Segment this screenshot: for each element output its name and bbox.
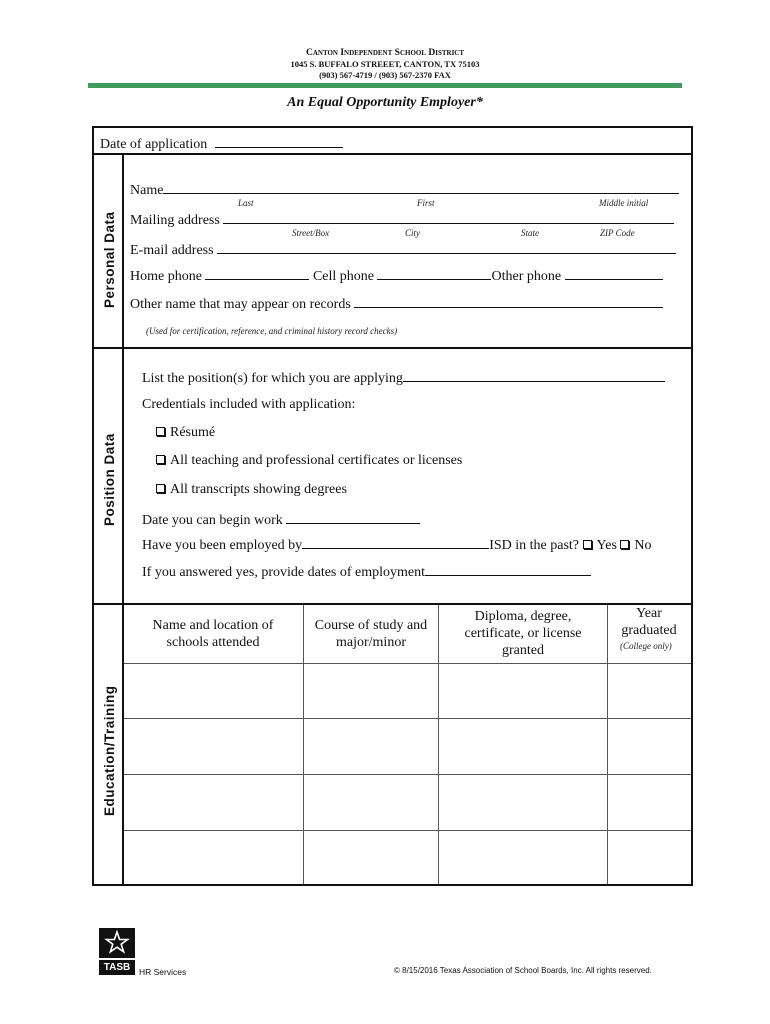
email-blank[interactable]	[217, 240, 676, 254]
employed-before-label: Have you been employed by	[142, 538, 303, 553]
employment-dates-field[interactable]	[142, 562, 591, 581]
edu-row-divider-1	[124, 663, 691, 664]
credential-resume[interactable]	[156, 425, 215, 441]
district-address: 1045 S. BUFFALO STREEET, CANTON, TX 75103	[290, 59, 480, 69]
star-icon	[99, 928, 135, 958]
edu-cell-r2-schools[interactable]	[125, 720, 302, 773]
personal-data-label: Personal Data	[102, 211, 117, 308]
records-note: (Used for certification, reference, and criminal history record checks)	[146, 326, 398, 336]
isd-name-blank[interactable]	[302, 535, 489, 549]
edu-cell-r1-schools[interactable]	[125, 665, 302, 717]
cell-phone-blank[interactable]	[377, 266, 491, 280]
mailing-address-field[interactable]	[130, 210, 674, 229]
other-name-blank[interactable]	[354, 294, 663, 308]
mailing-address-label: Mailing address	[130, 213, 220, 228]
hr-services-text: HR Services	[139, 967, 187, 977]
credential-certificates[interactable]	[156, 453, 462, 469]
district-name: Canton Independent School District	[305, 48, 465, 58]
date-of-application-field[interactable]	[100, 134, 343, 153]
other-phone-blank[interactable]	[565, 266, 663, 280]
edu-cell-r4-course[interactable]	[304, 832, 437, 884]
edu-cell-r1-diploma[interactable]	[439, 665, 606, 717]
credential-certificates-label: All teaching and professional certificates or licenses	[170, 453, 463, 468]
no-checkbox[interactable]	[620, 540, 629, 549]
name-sub-first: First	[417, 198, 435, 208]
positions-field[interactable]	[142, 368, 665, 387]
edu-cell-r2-diploma[interactable]	[439, 720, 606, 773]
employment-dates-label: If you answered yes, provide dates of employment	[142, 565, 426, 580]
positions-label: List the position(s) for which you are applying	[142, 371, 403, 386]
begin-work-field[interactable]	[142, 510, 420, 529]
employment-dates-blank[interactable]	[425, 562, 591, 576]
name-field[interactable]	[130, 180, 679, 199]
email-label: E-mail address	[130, 243, 214, 258]
other-name-field[interactable]	[130, 294, 663, 313]
edu-row-divider-3	[124, 774, 691, 775]
home-phone-blank[interactable]	[205, 266, 309, 280]
edu-cell-r2-year[interactable]	[608, 720, 690, 773]
edu-cell-r3-schools[interactable]	[125, 776, 302, 829]
credential-resume-label: Résumé	[170, 425, 216, 440]
home-phone-label: Home phone	[130, 269, 202, 284]
edu-cell-r3-course[interactable]	[304, 776, 437, 829]
mailing-sub-zip: ZIP Code	[600, 228, 635, 238]
other-name-label: Other name that may appear on records	[130, 297, 351, 312]
edu-header-course: Course of study and major/minor	[314, 618, 428, 650]
mailing-address-blank[interactable]	[223, 210, 674, 224]
mailing-sub-state: State	[521, 228, 539, 238]
edu-year-note: (College only)	[620, 641, 672, 651]
position-data-label: Position Data	[102, 433, 117, 526]
position-section-divider	[94, 603, 691, 605]
date-of-application-label: Date of application	[100, 137, 208, 152]
yes-checkbox[interactable]	[583, 540, 592, 549]
name-label: Name	[130, 183, 164, 198]
edu-row-divider-4	[124, 830, 691, 831]
name-sub-middle: Middle initial	[599, 198, 649, 208]
employed-before-suffix: ISD in the past?	[489, 538, 580, 553]
transcripts-checkbox[interactable]	[156, 484, 165, 493]
begin-work-label: Date you can begin work	[142, 513, 283, 528]
cell-phone-label: Cell phone	[312, 269, 374, 284]
phone-row	[130, 266, 663, 285]
email-field[interactable]	[130, 240, 676, 259]
edu-cell-r3-year[interactable]	[608, 776, 690, 829]
credential-transcripts-label: All transcripts showing degrees	[170, 482, 347, 497]
edu-header-diploma: Diploma, degree, certificate, or license granted	[464, 609, 582, 658]
header-divider	[88, 83, 682, 88]
edu-cell-r4-schools[interactable]	[125, 832, 302, 884]
edu-row-divider-2	[124, 718, 691, 719]
employed-before-field	[142, 535, 652, 554]
copyright-notice: © 8/15/2016 Texas Association of School Boards, Inc. All rights reserved.	[394, 966, 652, 975]
edu-cell-r2-course[interactable]	[304, 720, 437, 773]
credentials-label: Credentials included with application:	[142, 397, 356, 412]
edu-cell-r4-year[interactable]	[608, 832, 690, 884]
edu-cell-r1-year[interactable]	[608, 665, 690, 717]
eeo-statement: An Equal Opportunity Employer*	[287, 95, 483, 110]
education-training-label: Education/Training	[102, 685, 117, 816]
date-of-application-blank[interactable]	[215, 134, 343, 148]
no-label: No	[634, 538, 652, 553]
resume-checkbox[interactable]	[156, 427, 165, 436]
date-row-divider	[94, 153, 691, 155]
edu-cell-r1-course[interactable]	[304, 665, 437, 717]
name-blank[interactable]	[163, 180, 679, 194]
personal-section-divider	[94, 347, 691, 349]
edu-cell-r3-diploma[interactable]	[439, 776, 606, 829]
certificates-checkbox[interactable]	[156, 455, 165, 464]
edu-cell-r4-diploma[interactable]	[439, 832, 606, 884]
other-phone-label: Other phone	[491, 269, 562, 284]
yes-label: Yes	[596, 538, 617, 553]
district-phone: (903) 567-4719 / (903) 567-2370 FAX	[319, 70, 451, 80]
application-form	[92, 126, 693, 886]
edu-header-schools: Name and location of schools attended	[152, 618, 274, 650]
edu-header-year: Year graduated	[621, 606, 677, 638]
begin-work-blank[interactable]	[286, 510, 420, 524]
mailing-sub-city: City	[405, 228, 420, 238]
mailing-sub-street: Street/Box	[292, 228, 330, 238]
name-sub-last: Last	[238, 198, 254, 208]
tasb-logo-text: TASB	[99, 960, 135, 975]
credential-transcripts[interactable]	[156, 482, 347, 498]
tasb-logo	[99, 928, 135, 958]
positions-blank[interactable]	[403, 368, 665, 382]
